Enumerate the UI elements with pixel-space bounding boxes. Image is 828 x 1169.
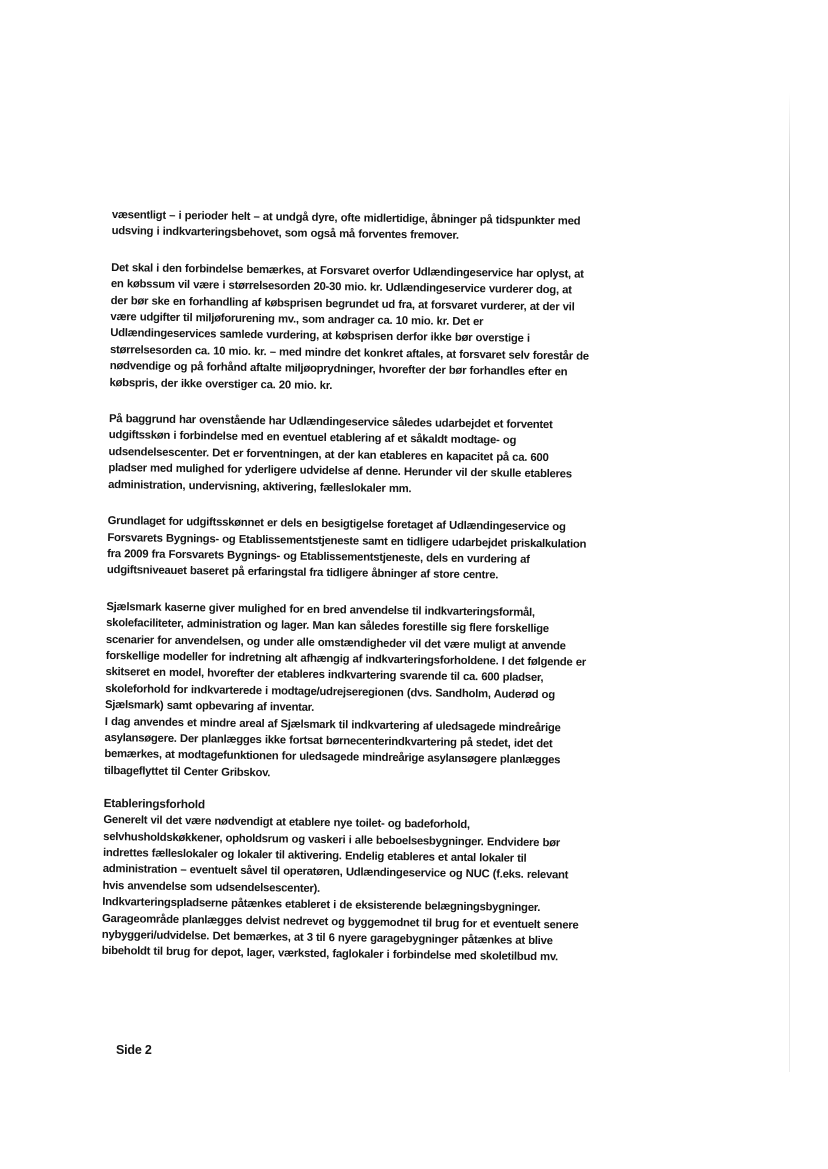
document-body	[101, 207, 651, 967]
text-line: I dag anvendes et mindre areal af Sjælsmark til indkvartering af uledsagede mindreårige	[104, 715, 561, 734]
text-line: udgiftsniveauet baseret på erfaringstal fra tidligere åbninger af store centre.	[106, 564, 499, 582]
text-line: tilbageflyttet til Center Gribskov.	[104, 764, 271, 780]
text-line: udgiftsskøn i forbindelse med en eventuel etablering af et såkaldt modtage- og	[108, 429, 517, 448]
text-line: bibeholdt til brug for depot, lager, værksted, faglokaler i forbindelse med skoletilbud mv.	[101, 945, 559, 964]
text-line: forskellige modeller for indretning alt afhængig af indkvarteringsforholdene. I det følgende er	[105, 649, 587, 669]
text-line: væsentligt – i perioder helt – at undgå dyre, ofte midlertidige, åbninger på tidspunkter med	[111, 208, 581, 228]
text-line: skolefaciliteter, administration og lager. Man kan således forestille sig flere forskellige	[106, 617, 549, 636]
text-line: nybyggeri/udvidelse. Det bemærkes, at 3 til 6 nyere garagebygninger påtænkes at blive	[101, 928, 553, 948]
section-heading: Etableringsforhold	[103, 796, 206, 812]
text-line: Grundlaget for udgiftsskønnet er dels en besigtigelse foretaget af Udlændingeservice og	[107, 515, 566, 534]
text-line: Generelt vil det være nødvendigt at etablere nye toilet- og badeforhold,	[103, 814, 470, 832]
text-line: bemærkes, at modtagefunktionen for uledsagede mindreårige asylansøgere planlægges	[104, 748, 561, 767]
text-line: indrettes fælleslokaler og lokaler til aktivering. Endelig etableres et antal lokaler til	[102, 846, 527, 865]
paragraphs	[104, 207, 652, 787]
text-line: pladser med mulighed for yderligere udvidelse af denne. Herunder vil der skulle etableres	[108, 462, 572, 481]
text-line: fra 2009 fra Forsvarets Bygnings- og Etablissementstjeneste, dels en vurdering af	[107, 547, 530, 566]
text-line: der bør ske en forhandling af købsprisen begrundet ud fra, at forsvaret vurderer, at der vil	[110, 294, 575, 314]
text-line: udsving i indkvarteringsbehovet, som også må forventes fremover.	[111, 225, 459, 243]
text-line: Sjælsmark) samt opbevaring af inventar.	[104, 699, 315, 715]
text-line: Garageområde planlægges delvist nedrevet og byggemodnet til brug for et eventuelt senere	[101, 912, 579, 932]
paragraph	[109, 260, 651, 399]
paragraph	[107, 513, 648, 586]
paragraph	[104, 599, 646, 787]
paragraph	[108, 411, 649, 501]
text-line: På baggrund har ovenstående har Udlændingeservice således udarbejdet et forventet	[108, 413, 553, 432]
text-line: administration – eventuelt såvel til operatøren, Udlændingeservice og NUC (f.eks. relevant	[102, 863, 569, 882]
section-text	[101, 812, 643, 967]
text-line: skitseret en model, hvorefter der etableres indkvartering svarende til ca. 600 pladser,	[105, 666, 544, 685]
text-line: nødvendige og på forhånd aftalte miljøoprydninger, hvorefter der bør forhandles efter en	[109, 360, 568, 379]
text-line: asylansøgere. Der planlægges ikke fortsat børnecenterindkvartering på stedet, idet det	[104, 731, 553, 751]
text-line: en købssum vil være i størrelsesorden 20-30 mio. kr. Udlændingeservice vurderer dog, at	[110, 278, 572, 297]
text-line: være udgifter til miljøforurening mv., som andrager ca. 10 mio. kr. Det er	[110, 311, 484, 329]
text-line: scenarier for anvendelsen, og under alle omstændigheder vil det være muligt at anvende	[105, 633, 566, 652]
text-line: administration, undervisning, aktivering, fælleslokaler mm.	[108, 478, 412, 495]
text-line: selvhusholdskøkkener, opholdsrum og vaskeri i alle beboelsesbygninger. Endvidere bør	[103, 830, 561, 849]
text-line: Sjælsmark kaserne giver mulighed for en bred anvendelse til indkvarteringsformål,	[106, 600, 535, 619]
text-line: Udlændingeservices samlede vurdering, at købsprisen derfor ikke bør overstige i	[110, 327, 530, 346]
text-line: Indkvarteringspladserne påtænkes etableret i de eksisterende belægningsbygninger.	[102, 896, 541, 915]
text-line: udsendelsescenter. Det er forventningen, at der kan etableres en kapacitet på ca. 600	[108, 445, 549, 464]
text-line: Det skal i den forbindelse bemærkes, at Forsvaret overfor Udlændingeservice har oplyst, at	[111, 261, 584, 281]
scan-edge-line	[789, 92, 790, 1072]
page-number: Side 2	[116, 1043, 152, 1057]
text-line: størrelsesorden ca. 10 mio. kr. – med mindre det konkret aftales, at forsvaret selv forestår de	[109, 343, 589, 363]
text-line: hvis anvendelse som udsendelsescenter).	[102, 879, 321, 895]
text-line: Forsvarets Bygnings- og Etablissementstjeneste samt en tidligere udarbejdet priskalkulation	[107, 531, 587, 551]
text-line: købspris, der ikke overstiger ca. 20 mio. kr.	[109, 376, 333, 392]
text-line: skoleforhold for indkvarterede i modtage/udrejseregionen (dvs. Sandholm, Auderød og	[105, 682, 555, 701]
section-etableringsforhold	[101, 795, 643, 967]
